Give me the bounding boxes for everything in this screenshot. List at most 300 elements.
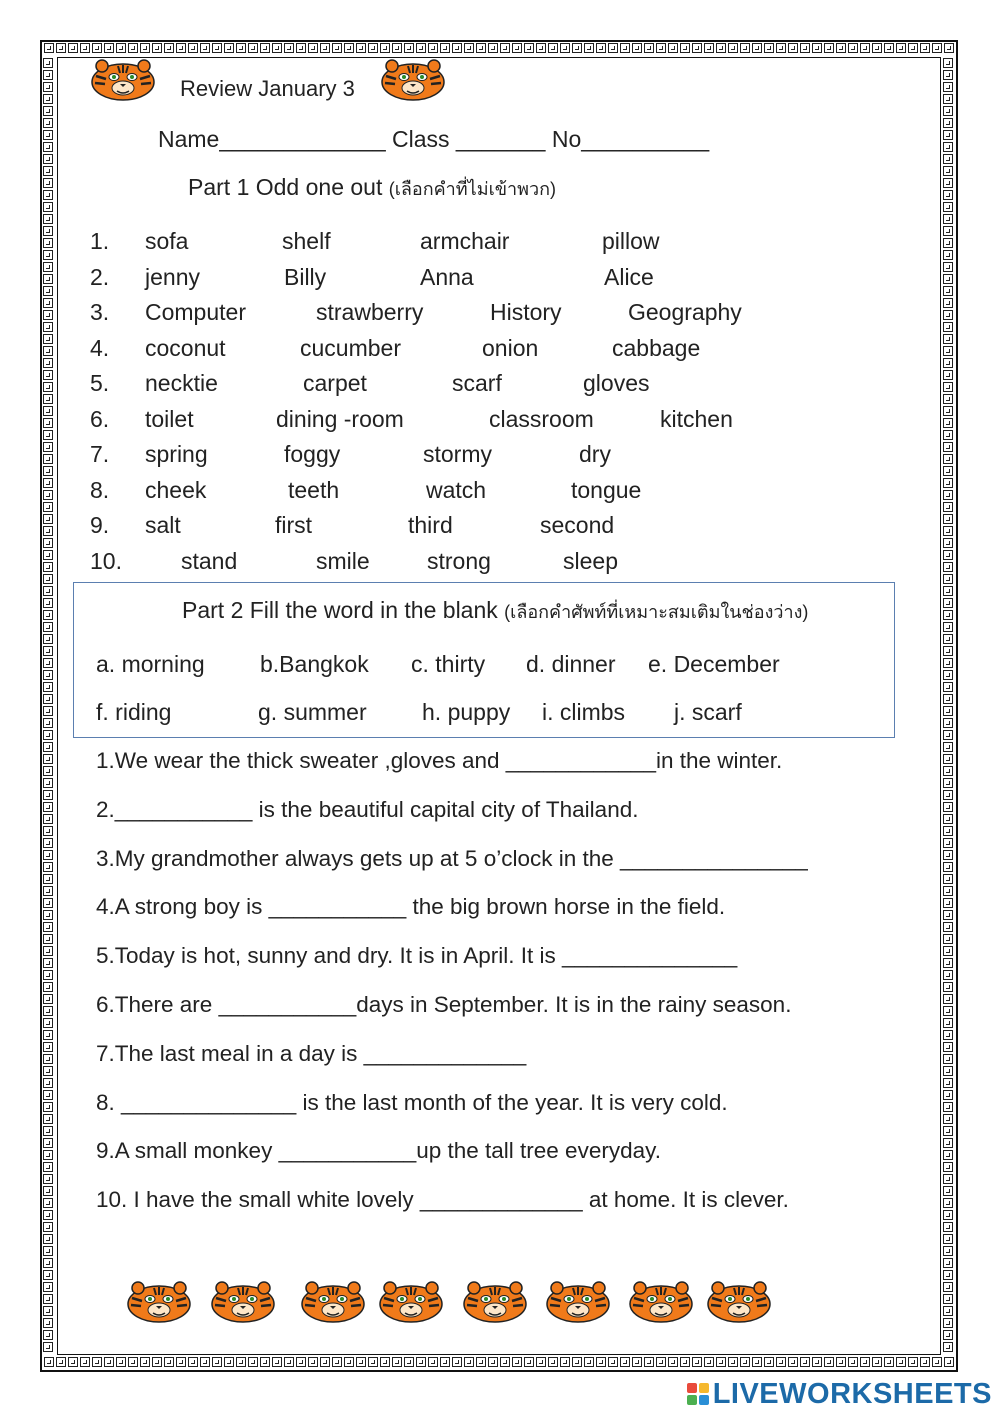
greek-key-tile [43, 166, 53, 176]
greek-key-tile [43, 214, 53, 224]
fill-blank-sentence[interactable]: 3.My grandmother always gets up at 5 o’clock in the _______________ [96, 845, 808, 871]
greek-key-tile [872, 43, 882, 53]
greek-key-tile [332, 1357, 342, 1367]
tiger-face-icon [378, 1280, 444, 1324]
question-number: 4. [90, 334, 110, 361]
greek-key-tile [884, 43, 894, 53]
part1-heading: Part 1 Odd one out (เลือกคำที่ไม่เข้าพวก) [188, 174, 556, 200]
odd-one-out-word[interactable]: strong [427, 547, 491, 574]
greek-key-tile [43, 646, 53, 656]
greek-key-tile [43, 994, 53, 1004]
greek-key-tile [43, 1222, 53, 1232]
word-bank-option[interactable]: j. scarf [674, 699, 742, 725]
greek-key-tile [43, 1246, 53, 1256]
greek-key-tile [943, 166, 953, 176]
greek-key-tile [524, 1357, 534, 1367]
greek-key-tile [536, 43, 546, 53]
greek-key-tile [43, 262, 53, 272]
greek-key-tile [236, 1357, 246, 1367]
greek-key-tile [43, 550, 53, 560]
greek-key-tile [943, 250, 953, 260]
greek-key-tile [43, 1054, 53, 1064]
odd-one-out-word[interactable]: strawberry [316, 299, 424, 325]
greek-key-tile [43, 310, 53, 320]
greek-key-tile [943, 334, 953, 344]
greek-key-tile [43, 406, 53, 416]
odd-one-out-word[interactable]: gloves [583, 370, 650, 396]
greek-key-tile [596, 43, 606, 53]
greek-key-tile [440, 43, 450, 53]
odd-one-out-word[interactable]: kitchen [660, 405, 733, 432]
question-number: 8. [90, 476, 110, 503]
greek-key-tile [632, 43, 642, 53]
greek-key-tile [560, 43, 570, 53]
word-bank-option[interactable]: i. climbs [542, 699, 626, 725]
greek-key-tile [584, 43, 594, 53]
greek-key-tile [943, 1210, 953, 1220]
greek-key-tile [776, 43, 786, 53]
word-bank-box [73, 582, 895, 738]
greek-key-tile [43, 274, 53, 284]
greek-key-tile [512, 1357, 522, 1367]
greek-key-tile [632, 1357, 642, 1367]
greek-key-tile [43, 574, 53, 584]
greek-key-tile [43, 454, 53, 464]
greek-key-tile [943, 1258, 953, 1268]
greek-key-tile [164, 1357, 174, 1367]
greek-key-tile [620, 1357, 630, 1367]
fill-blank-sentence[interactable]: 8. ______________ is the last month of the year. It is very cold. [96, 1089, 728, 1115]
greek-key-tile [943, 1138, 953, 1148]
greek-key-tile [943, 382, 953, 392]
word-bank-option[interactable]: e. December [648, 651, 780, 677]
greek-key-tile [824, 1357, 834, 1367]
odd-one-out-word[interactable]: Alice [604, 263, 654, 290]
greek-key-tile [43, 862, 53, 872]
greek-key-tile [728, 43, 738, 53]
greek-key-tile [464, 1357, 474, 1367]
greek-key-tile [943, 934, 953, 944]
greek-key-tile [43, 1018, 53, 1028]
greek-key-tile [836, 1357, 846, 1367]
odd-one-out-row [90, 548, 790, 578]
odd-one-out-word[interactable]: History [490, 299, 562, 325]
odd-one-out-word[interactable]: smile [316, 547, 370, 574]
greek-key-tile [692, 43, 702, 53]
odd-one-out-word[interactable]: onion [482, 334, 539, 361]
greek-key-tile [668, 43, 678, 53]
greek-key-tile [43, 1138, 53, 1148]
greek-key-tile [943, 1270, 953, 1280]
greek-key-tile [943, 298, 953, 308]
odd-one-out-word[interactable]: first [275, 512, 313, 538]
greek-key-tile [104, 43, 114, 53]
odd-one-out-word[interactable]: coconut [145, 334, 226, 361]
greek-key-tile [943, 118, 953, 128]
odd-one-out-row [90, 441, 790, 471]
greek-key-tile [812, 1357, 822, 1367]
word-bank-option[interactable]: f. riding [96, 699, 172, 725]
greek-key-tile [43, 154, 53, 164]
greek-key-tile [188, 1357, 198, 1367]
odd-one-out-word[interactable]: Computer [145, 299, 246, 325]
greek-key-tile [943, 778, 953, 788]
greek-key-tile [943, 442, 953, 452]
greek-key-tile [43, 1234, 53, 1244]
odd-one-out-word[interactable]: spring [145, 441, 208, 467]
greek-key-tile [584, 1357, 594, 1367]
tiger-face-icon [545, 1280, 611, 1324]
greek-key-tile [476, 1357, 486, 1367]
greek-key-tile [43, 670, 53, 680]
greek-key-tile [128, 43, 138, 53]
greek-key-tile [104, 1357, 114, 1367]
odd-one-out-word[interactable]: stormy [423, 441, 492, 467]
greek-key-tile [944, 43, 954, 53]
greek-key-tile [943, 1042, 953, 1052]
greek-key-tile [43, 934, 53, 944]
greek-key-tile [43, 418, 53, 428]
greek-key-tile [43, 82, 53, 92]
greek-key-tile [43, 70, 53, 80]
greek-key-tile [43, 1102, 53, 1112]
greek-key-tile [943, 502, 953, 512]
greek-key-tile [43, 562, 53, 572]
greek-key-tile [943, 862, 953, 872]
greek-key-tile [943, 346, 953, 356]
word-bank-option[interactable]: c. thirty [411, 651, 486, 677]
greek-key-tile [92, 43, 102, 53]
greek-key-tile [943, 874, 953, 884]
greek-key-tile [908, 1357, 918, 1367]
greek-key-tile [943, 394, 953, 404]
odd-one-out-row [90, 264, 790, 294]
greek-key-tile [943, 1174, 953, 1184]
greek-key-tile [43, 1210, 53, 1220]
word-bank-option[interactable]: d. dinner [526, 651, 616, 677]
greek-key-tile [692, 1357, 702, 1367]
greek-key-tile [716, 1357, 726, 1367]
greek-key-tile [800, 1357, 810, 1367]
greek-key-tile [68, 43, 78, 53]
greek-key-tile [943, 1246, 953, 1256]
greek-key-tile [43, 1174, 53, 1184]
fill-blank-sentence[interactable]: 6.There are ___________days in September. It is in the rainy season. [96, 992, 792, 1017]
greek-key-tile [43, 946, 53, 956]
greek-key-tile [404, 1357, 414, 1367]
odd-one-out-word[interactable]: sleep [563, 547, 618, 574]
greek-key-tile [56, 1357, 66, 1367]
odd-one-out-word[interactable]: dining -room [276, 405, 404, 432]
greek-key-tile [80, 43, 90, 53]
word-bank-option[interactable]: a. morning [96, 651, 205, 677]
word-bank-option[interactable]: g. summer [258, 699, 367, 725]
greek-key-tile [943, 286, 953, 296]
greek-key-tile [43, 730, 53, 740]
question-number: 9. [90, 512, 110, 538]
greek-key-tile [943, 838, 953, 848]
greek-key-tile [43, 982, 53, 992]
greek-key-tile [344, 43, 354, 53]
greek-key-tile [128, 1357, 138, 1367]
odd-one-out-word[interactable]: foggy [284, 441, 341, 467]
greek-key-tile [43, 118, 53, 128]
greek-key-tile [943, 550, 953, 560]
greek-key-tile [812, 43, 822, 53]
greek-key-tile [332, 43, 342, 53]
greek-key-tile [44, 1357, 54, 1367]
odd-one-out-word[interactable]: Billy [284, 263, 327, 290]
greek-key-tile [943, 622, 953, 632]
greek-key-tile [680, 1357, 690, 1367]
greek-key-tile [248, 43, 258, 53]
greek-key-tile [176, 43, 186, 53]
fill-blank-sentence[interactable]: 2.___________ is the beautiful capital city of Thailand. [96, 796, 639, 822]
greek-key-tile [943, 586, 953, 596]
question-number: 5. [90, 370, 110, 396]
greek-key-tile [43, 898, 53, 908]
greek-key-tile [44, 43, 54, 53]
fill-blank-sentence[interactable]: 4.A strong boy is ___________ the big brown horse in the field. [96, 894, 726, 920]
greek-key-tile [943, 1150, 953, 1160]
greek-key-tile [943, 538, 953, 548]
greek-key-tile [43, 850, 53, 860]
fill-blank-sentence[interactable]: 9.A small monkey ___________up the tall tree everyday. [96, 1138, 661, 1164]
odd-one-out-word[interactable]: salt [145, 512, 181, 538]
tiger-face-icon [380, 58, 446, 102]
greek-key-tile [404, 43, 414, 53]
greek-key-tile [764, 43, 774, 53]
greek-key-tile [943, 214, 953, 224]
greek-key-tile [416, 1357, 426, 1367]
odd-one-out-word[interactable]: Geography [628, 299, 742, 325]
greek-key-tile [356, 1357, 366, 1367]
greek-key-tile [56, 43, 66, 53]
greek-key-tile [943, 562, 953, 572]
odd-one-out-row [90, 370, 790, 400]
odd-one-out-word[interactable]: tongue [571, 476, 642, 503]
odd-one-out-word[interactable]: carpet [303, 370, 367, 396]
question-number: 7. [90, 441, 110, 467]
greek-key-tile [800, 43, 810, 53]
greek-key-tile [236, 43, 246, 53]
greek-key-tile [943, 982, 953, 992]
greek-key-tile [43, 226, 53, 236]
greek-key-tile [764, 1357, 774, 1367]
fill-blank-sentence[interactable]: 7.The last meal in a day is _____________ [96, 1040, 527, 1066]
greek-key-tile [943, 730, 953, 740]
odd-one-out-word[interactable]: stand [181, 547, 238, 574]
greek-key-tile [943, 1186, 953, 1196]
greek-key-tile [788, 1357, 798, 1367]
greek-key-tile [296, 43, 306, 53]
greek-key-tile [596, 1357, 606, 1367]
question-number: 1. [90, 228, 110, 254]
greek-key-tile [572, 1357, 582, 1367]
greek-key-tile [943, 694, 953, 704]
fill-blank-sentence[interactable]: 5.Today is hot, sunny and dry. It is in April. It is ______________ [96, 943, 738, 969]
question-number: 10. [90, 547, 122, 574]
greek-key-tile [80, 1357, 90, 1367]
greek-key-tile [740, 1357, 750, 1367]
greek-key-tile [43, 958, 53, 968]
greek-key-tile [43, 886, 53, 896]
greek-key-tile [43, 502, 53, 512]
greek-key-tile [43, 238, 53, 248]
greek-key-tile [116, 1357, 126, 1367]
greek-key-tile [320, 1357, 330, 1367]
greek-key-tile [860, 43, 870, 53]
odd-one-out-word[interactable]: pillow [602, 228, 660, 254]
odd-one-out-word[interactable]: jenny [145, 263, 200, 290]
greek-key-tile [43, 1330, 53, 1340]
greek-key-tile [943, 670, 953, 680]
greek-key-tile [943, 1234, 953, 1244]
greek-key-tile [512, 43, 522, 53]
part2-heading: Part 2 Fill the word in the blank (เลือกคำศัพท์ที่เหมาะสมเติมในช่องว่าง) [182, 597, 809, 623]
greek-key-tile [943, 490, 953, 500]
odd-one-out-word[interactable]: watch [426, 476, 487, 503]
greek-key-tile [43, 190, 53, 200]
greek-key-tile [43, 1162, 53, 1172]
greek-key-tile [43, 586, 53, 596]
greek-key-tile [608, 1357, 618, 1367]
odd-one-out-word[interactable]: cheek [145, 476, 207, 503]
greek-key-tile [43, 1042, 53, 1052]
odd-one-out-word[interactable]: shelf [282, 228, 331, 254]
greek-key-tile [908, 43, 918, 53]
greek-key-tile [43, 910, 53, 920]
fill-blank-sentence[interactable]: 1.We wear the thick sweater ,gloves and ____________in the winter. [96, 748, 783, 773]
greek-key-tile [943, 898, 953, 908]
greek-key-tile [943, 274, 953, 284]
greek-key-tile [260, 43, 270, 53]
greek-key-tile [752, 43, 762, 53]
greek-key-tile [43, 1066, 53, 1076]
greek-key-tile [943, 514, 953, 524]
tiger-face-icon [300, 1280, 366, 1324]
odd-one-out-word[interactable]: scarf [452, 370, 502, 396]
greek-key-tile [440, 1357, 450, 1367]
greek-key-tile [728, 1357, 738, 1367]
greek-key-tile [680, 43, 690, 53]
greek-key-tile [140, 1357, 150, 1367]
odd-one-out-word[interactable]: cucumber [300, 334, 401, 361]
greek-key-tile [476, 43, 486, 53]
greek-key-tile [43, 286, 53, 296]
greek-key-tile [920, 1357, 930, 1367]
odd-one-out-word[interactable]: third [408, 512, 453, 538]
greek-key-tile [272, 1357, 282, 1367]
odd-one-out-word[interactable]: teeth [288, 476, 340, 503]
greek-key-tile [860, 1357, 870, 1367]
greek-key-tile [452, 1357, 462, 1367]
greek-key-tile [656, 1357, 666, 1367]
greek-key-tile [43, 694, 53, 704]
greek-key-tile [380, 1357, 390, 1367]
greek-key-tile [943, 646, 953, 656]
odd-one-out-word[interactable]: Anna [420, 263, 474, 290]
greek-key-tile [943, 190, 953, 200]
greek-key-tile [704, 1357, 714, 1367]
greek-key-tile [943, 718, 953, 728]
greek-key-tile [943, 802, 953, 812]
greek-key-tile [943, 958, 953, 968]
greek-key-tile [43, 754, 53, 764]
greek-key-tile [943, 58, 953, 68]
tiger-face-icon [210, 1280, 276, 1324]
greek-key-tile [943, 178, 953, 188]
greek-key-tile [943, 910, 953, 920]
odd-one-out-word[interactable]: dry [579, 441, 611, 467]
greek-key-tile [43, 430, 53, 440]
greek-key-tile [248, 1357, 258, 1367]
greek-key-tile [43, 802, 53, 812]
greek-key-tile [943, 682, 953, 692]
greek-key-tile [943, 466, 953, 476]
greek-key-tile [43, 538, 53, 548]
greek-key-tile [943, 946, 953, 956]
greek-key-tile [43, 658, 53, 668]
greek-key-tile [43, 358, 53, 368]
greek-key-tile [500, 43, 510, 53]
word-bank-option[interactable]: h. puppy [422, 699, 511, 725]
greek-key-tile [943, 1078, 953, 1088]
greek-key-tile [43, 1258, 53, 1268]
greek-key-tile [212, 43, 222, 53]
greek-key-tile [943, 1330, 953, 1340]
greek-key-tile [224, 1357, 234, 1367]
greek-key-border-top [42, 42, 956, 56]
greek-key-tile [704, 43, 714, 53]
greek-key-tile [392, 1357, 402, 1367]
odd-one-out-word[interactable]: classroom [489, 405, 594, 432]
question-number: 2. [90, 263, 110, 290]
tiger-face-icon [628, 1280, 694, 1324]
greek-key-tile [884, 1357, 894, 1367]
greek-key-tile [452, 43, 462, 53]
odd-one-out-word[interactable]: necktie [145, 370, 218, 396]
greek-key-tile [188, 43, 198, 53]
odd-one-out-row [90, 228, 790, 258]
greek-key-tile [943, 70, 953, 80]
name-class-no-line: Name_____________ Class _______ No__________ [158, 126, 710, 152]
greek-key-tile [344, 1357, 354, 1367]
greek-key-tile [944, 1357, 954, 1367]
odd-one-out-word[interactable]: second [540, 512, 615, 538]
greek-key-tile [943, 706, 953, 716]
greek-key-tile [200, 1357, 210, 1367]
greek-key-tile [43, 58, 53, 68]
greek-key-tile [716, 43, 726, 53]
greek-key-tile [43, 334, 53, 344]
greek-key-tile [776, 1357, 786, 1367]
odd-one-out-word[interactable]: sofa [145, 228, 189, 254]
greek-key-tile [943, 322, 953, 332]
greek-key-tile [943, 310, 953, 320]
odd-one-out-word[interactable]: armchair [420, 228, 510, 254]
odd-one-out-word[interactable]: toilet [145, 405, 194, 432]
fill-blank-sentence[interactable]: 10. I have the small white lovely _____________ at home. It is clever. [96, 1187, 789, 1213]
greek-key-border-right [942, 56, 956, 1356]
greek-key-tile [943, 1054, 953, 1064]
greek-key-tile [943, 826, 953, 836]
greek-key-tile [43, 1078, 53, 1088]
odd-one-out-word[interactable]: cabbage [612, 334, 701, 361]
word-bank-option[interactable]: b.Bangkok [260, 651, 369, 677]
greek-key-tile [43, 370, 53, 380]
greek-key-tile [212, 1357, 222, 1367]
